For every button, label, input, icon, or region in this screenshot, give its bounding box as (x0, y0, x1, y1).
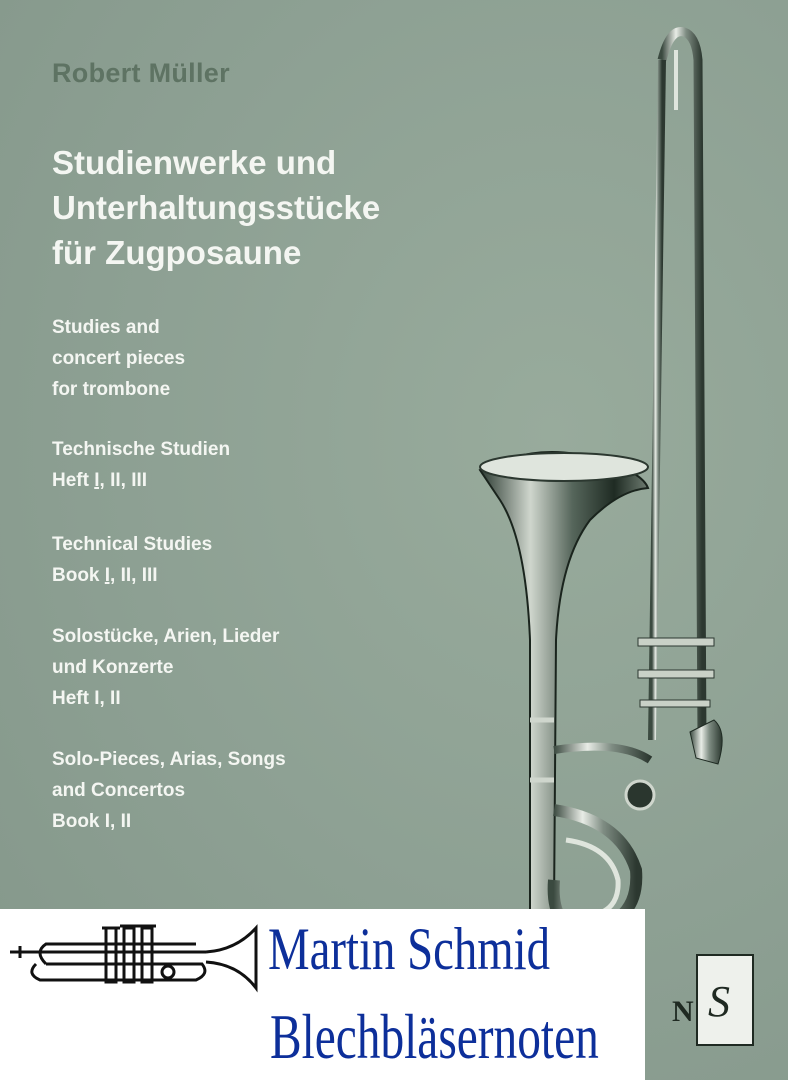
publisher-name-fragment: N (672, 995, 694, 1028)
volume-prefix: Heft (52, 470, 95, 491)
volume-rest: II, III (104, 470, 148, 491)
trumpet-icon (6, 922, 268, 998)
cover-title (52, 140, 380, 275)
watermark-line-2: Blechbläsernoten (270, 1001, 599, 1072)
series-line: and Concertos (52, 780, 186, 801)
solo-pieces-en (52, 744, 286, 837)
series-label: Technische Studien (52, 439, 231, 460)
author-name: Robert Müller (52, 58, 230, 88)
subtitle-line: concert pieces (52, 348, 186, 369)
publisher-logo-letter: S (708, 977, 730, 1026)
series-line: Heft I, II (52, 688, 121, 709)
volume-marked: I, (94, 470, 105, 491)
series-line: und Konzerte (52, 657, 174, 678)
series-line: Book I, II (52, 811, 132, 832)
series-line: Solostücke, Arien, Lieder (52, 626, 280, 647)
publisher-logo (696, 954, 754, 1046)
series-line: Solo-Pieces, Arias, Songs (52, 749, 286, 770)
solo-pieces-de (52, 621, 279, 714)
title-line: für Zugposaune (52, 234, 302, 271)
volume-rest: II, III (115, 565, 158, 586)
title-line: Unterhaltungsstücke (52, 189, 381, 226)
subtitle-line: Studies and (52, 317, 160, 338)
watermark-line-1: Martin Schmid (268, 916, 551, 982)
volume-prefix: Book (52, 565, 105, 586)
title-line: Studienwerke und (52, 144, 337, 181)
volume-list (52, 560, 212, 591)
trombone-illustration (470, 20, 770, 960)
volume-list (52, 465, 230, 496)
subtitle-line: for trombone (52, 379, 171, 400)
english-subtitle (52, 312, 185, 405)
technical-studies-en (52, 529, 212, 591)
technical-studies-de (52, 434, 230, 496)
series-label: Technical Studies (52, 534, 213, 555)
volume-marked: I, (104, 565, 116, 586)
